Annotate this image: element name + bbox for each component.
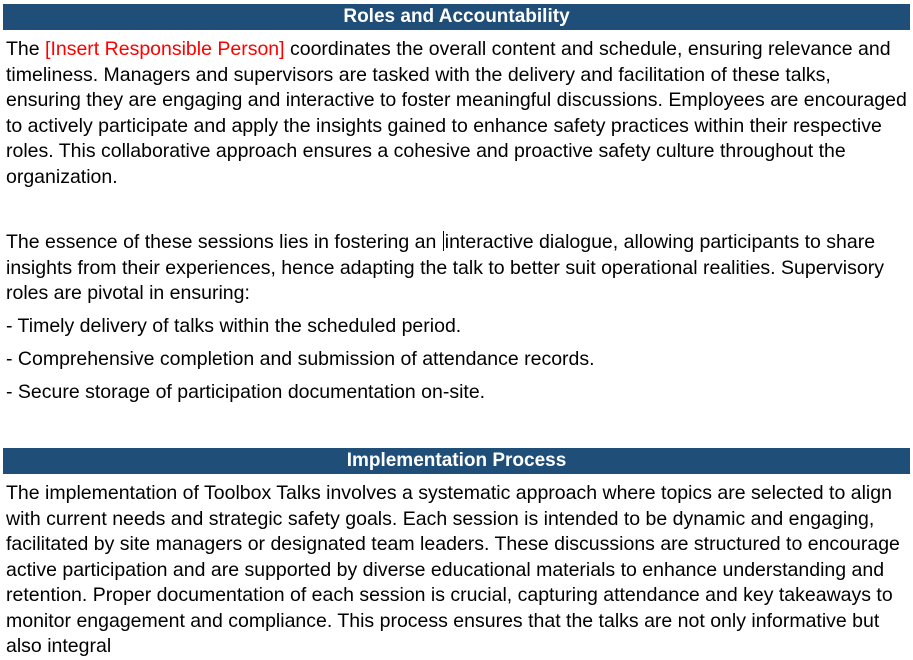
essence-paragraph-body: interactive dialogue, allowing participants to share insights from their experiences, hence adapting the talk to better suit operational realities. Supervisory roles are pivotal in ensuring: [6, 231, 884, 304]
list-item: - Timely delivery of talks within the scheduled period. [6, 315, 462, 337]
roles-paragraph[interactable] [6, 37, 910, 190]
essence-paragraph[interactable] [6, 230, 910, 307]
essence-paragraph-lead: The essence of these sessions lies in fostering an [6, 231, 442, 253]
roles-paragraph-body: coordinates the overall content and schedule, ensuring relevance and timeliness. Managers and supervisors are tasked with the delivery and facilitation of these talks, ensuring they are engaging and interactive to foster meaningful discussions. Employees are encouraged to actively participate and apply the insights gained to enhance safety practices within their respective roles. This collaborative approach ensures a cohesive and proactive safety culture throughout the organization. [6, 38, 907, 188]
list-item: - Comprehensive completion and submission of attendance records. [6, 348, 595, 370]
section-header-implementation-process: Implementation Process [3, 448, 910, 474]
text-cursor [443, 231, 444, 251]
list-item: - Secure storage of participation documentation on-site. [6, 381, 486, 403]
section-header-roles-and-accountability: Roles and Accountability [3, 4, 910, 30]
implementation-paragraph[interactable]: The implementation of Toolbox Talks involves a systematic approach where topics are selected to align with current needs and strategic safety goals. Each session is intended to be dynamic and engaging, facilitated by site managers or designated team leaders. These discussions are structured to encourage active participation and are supported by diverse educational materials to enhance understanding and retention. Proper documentation of each session is crucial, capturing attendance and key takeaways to monitor engagement and compliance. This process ensures that the talks are not only informative but also integral [6, 482, 900, 657]
responsible-person-placeholder[interactable]: [Insert Responsible Person] [45, 38, 285, 60]
roles-paragraph-lead: The [6, 38, 46, 60]
